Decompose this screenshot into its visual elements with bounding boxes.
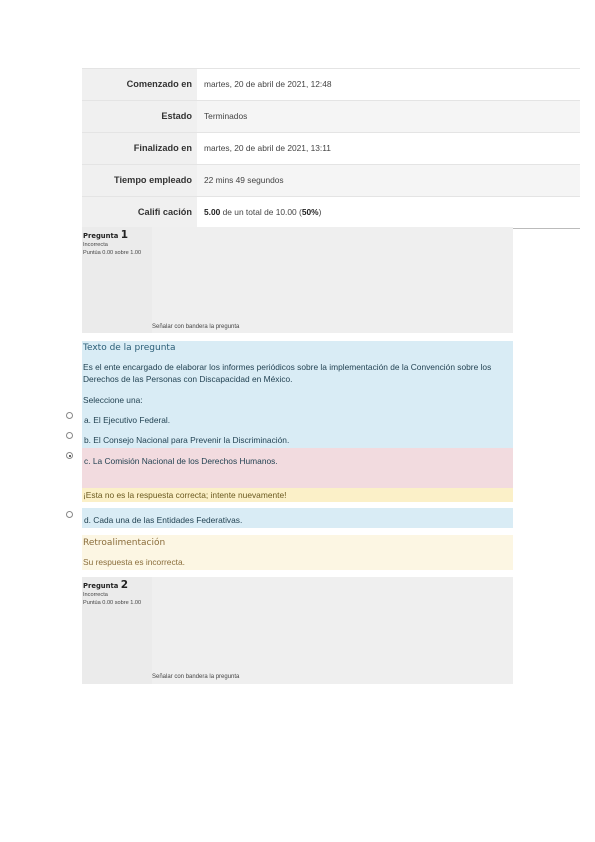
question-text-title: Texto de la pregunta bbox=[83, 343, 176, 353]
question-state: Incorrecta bbox=[83, 592, 108, 598]
option-label: a. El Ejecutivo Federal. bbox=[84, 415, 171, 425]
question-label: Pregunta bbox=[83, 232, 119, 240]
select-prompt: Seleccione una: bbox=[83, 395, 143, 405]
summary-label: Tiempo empleado bbox=[82, 165, 197, 196]
flag-question-link[interactable]: Señalar con bandera la pregunta bbox=[152, 674, 240, 680]
question-2-info bbox=[82, 577, 513, 684]
question-number bbox=[83, 579, 128, 591]
summary-label: Finalizado en bbox=[82, 133, 197, 164]
summary-row-grade bbox=[82, 196, 580, 229]
question-1-info bbox=[82, 227, 513, 333]
wrong-answer-feedback bbox=[82, 488, 513, 502]
question-grade: Puntúa 0.00 sobre 1.00 bbox=[83, 600, 142, 606]
option-label: c. La Comisión Nacional de los Derechos Humanos. bbox=[84, 456, 278, 466]
selected-answer-highlight bbox=[82, 448, 513, 488]
flag-question-link[interactable]: Señalar con bandera la pregunta bbox=[152, 324, 240, 330]
attempt-summary bbox=[82, 68, 580, 229]
summary-label: Comenzado en bbox=[82, 69, 197, 100]
question-number bbox=[83, 229, 128, 241]
grade-score: 5.00 bbox=[204, 207, 221, 217]
summary-value: Terminados bbox=[204, 111, 248, 121]
question-num: 2 bbox=[120, 579, 129, 591]
question-grade: Puntúa 0.00 sobre 1.00 bbox=[83, 250, 142, 256]
option-b-radio[interactable] bbox=[66, 432, 73, 439]
option-d-radio[interactable] bbox=[66, 511, 73, 518]
option-a-radio[interactable] bbox=[66, 412, 73, 419]
question-num: 1 bbox=[120, 229, 129, 241]
summary-label: Estado bbox=[82, 101, 197, 132]
summary-value: martes, 20 de abril de 2021, 12:48 bbox=[204, 79, 332, 89]
summary-value: 22 mins 49 segundos bbox=[204, 175, 284, 185]
option-c-radio[interactable] bbox=[66, 452, 73, 459]
summary-value: martes, 20 de abril de 2021, 13:11 bbox=[204, 143, 331, 153]
summary-row-started bbox=[82, 68, 580, 100]
grade-percent: 50% bbox=[301, 207, 319, 217]
summary-label: Califi cación bbox=[82, 197, 197, 228]
feedback-title: Retroalimentación bbox=[83, 538, 166, 548]
summary-row-time bbox=[82, 164, 580, 196]
question-label: Pregunta bbox=[83, 582, 119, 590]
grade-mid: de un total de 10.00 ( bbox=[220, 207, 302, 217]
summary-row-state bbox=[82, 100, 580, 132]
summary-row-finished bbox=[82, 132, 580, 164]
question-text: Es el ente encargado de elaborar los informes periódicos sobre la implementación de la Convención sobre los Derechos de las Personas con Discapacidad en México. bbox=[83, 362, 492, 384]
option-label: d. Cada una de las Entidades Federativas. bbox=[84, 515, 243, 525]
feedback-body: Su respuesta es incorrecta. bbox=[83, 557, 185, 567]
general-feedback bbox=[82, 535, 513, 570]
summary-value bbox=[197, 197, 321, 228]
option-label: b. El Consejo Nacional para Prevenir la Discriminación. bbox=[84, 435, 290, 445]
grade-end: ) bbox=[318, 207, 322, 217]
question-state: Incorrecta bbox=[83, 242, 108, 248]
feedback-text: ¡Esta no es la respuesta correcta; intente nuevamente! bbox=[83, 490, 287, 500]
